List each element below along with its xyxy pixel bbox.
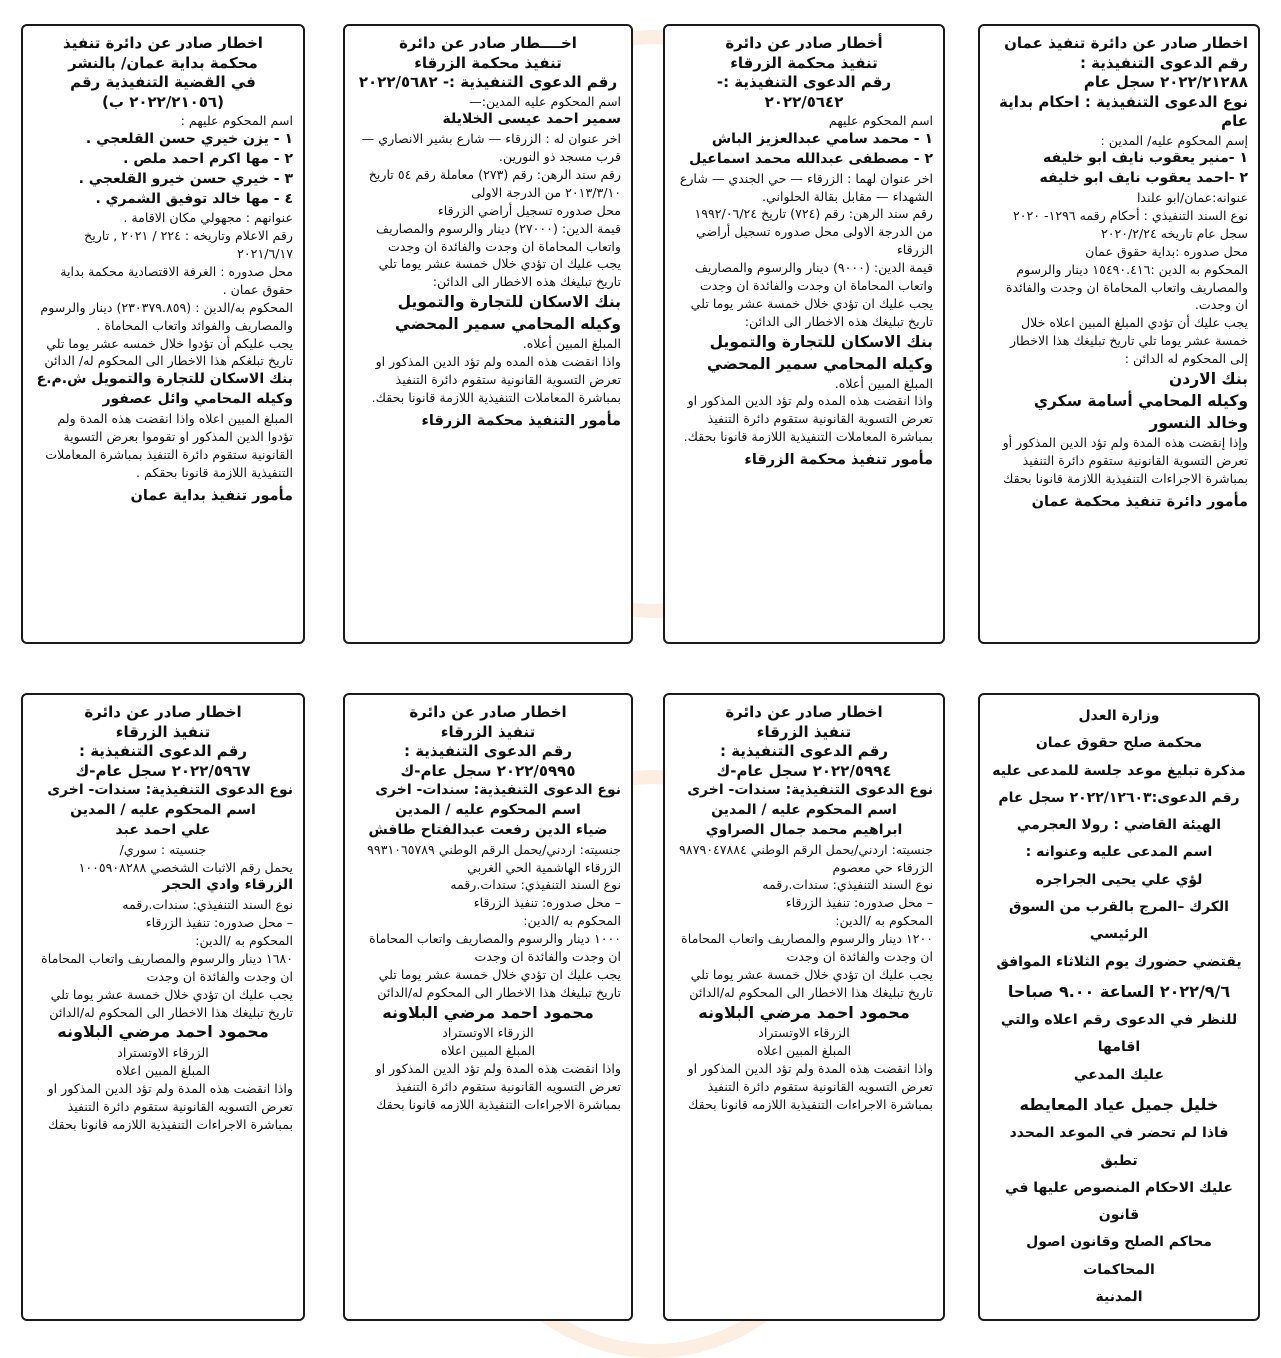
notice-line: اخــــطار صادر عن دائرة: [399, 34, 577, 52]
notice-zarqa-5995: [343, 693, 633, 1321]
notice-line: جنسيته : سوري/: [119, 841, 207, 857]
notice-line: ٤ - مها خالد توفيق الشمري .: [95, 190, 293, 207]
notice-line: نوع السند التنفيذي : أحكام رقمه ١٢٩٦- ٢٠٢٠ سجل عام تاريخه ٢٠٢٠/٢/٢٤: [1012, 208, 1248, 241]
notice-line: بنك الاسكان للتجارة والتمويل: [397, 293, 621, 312]
notice-line: المبلغ المبين أعلاه.: [834, 375, 933, 391]
notice-line: المبلغ المبين اعلاه: [756, 1043, 852, 1059]
notice-line: المبلغ المبين اعلاه: [115, 1062, 211, 1078]
notice-line: بنك الاسكان للتجارة والتمويل ش.م.ع: [36, 371, 293, 388]
notice-line: محل صدوره تسجيل أراضي الزرقاء: [437, 202, 621, 218]
notice-line: ٢٠٢٢/٢١٢٨٨ سجل عام: [1083, 73, 1248, 91]
notice-line: رقم الدعوى التنفيذية :- ٢٠٢٢/٥٦٨٢: [358, 73, 618, 91]
notice-line: يجب عليك ان تؤدي خلال خمسة عشر يوما تلي تاريخ تبليغك هذا الاخطار الى المحكوم له/الدائن: [49, 986, 293, 1020]
notice-line: اخطار صادر عن دائرة: [84, 703, 242, 721]
notice-line: رقم الدعوى التنفيذية :: [1079, 53, 1248, 72]
notice-line: قيمة الدين: (٩٠٠٠) دينار والرسوم والمصاريف واتعاب المحاماة ان وجدت والفائدة ان وجدت: [694, 260, 933, 293]
notice-line: رقم سند الرهن: رقم (٢٧٣) معاملة رقم ٥٤ تاريخ ٢٠١٣/٣/١٠ من الدرجة الاولى: [368, 167, 621, 200]
notice-line: رقم الدعوى التنفيذية :: [719, 742, 889, 760]
notice-line: ٢٠٢٢/٥٩٩٥ سجل عام-ك: [400, 761, 576, 780]
notice-line: ضياء الدين رفعت عبدالفتاح طافش: [368, 821, 608, 838]
notice-line: عليك الاحكام المنصوص عليها في قانون: [1005, 1179, 1233, 1224]
notice-line: يحمل رقم الاثبات الشخصي ١٠٠٥٩٠٨٢٨٨: [78, 859, 293, 875]
notice-line: عنوانه:عمان/ابو علندا: [1136, 190, 1248, 206]
notice-line: لؤي علي يحيى الجراجره: [1035, 871, 1203, 888]
notice-line: نوع السند التنفيذي: سندات.رقمه: [762, 877, 933, 893]
notice-line: الزرقاء وادي الحجر: [162, 877, 293, 894]
notice-line: ٣ - خيري حسن خيرو القلعجي .: [78, 170, 293, 187]
notice-line: اسم المحكوم عليهم: [828, 113, 933, 128]
notice-line: ٢٠٢٢/٥٩٦٧ سجل عام-ك: [75, 761, 251, 780]
notice-line: فاذا لم تحضر في الموعد المحدد تطبق: [1009, 1125, 1229, 1169]
notice-line: الزرقاء الاوتستراد: [758, 1025, 850, 1041]
notice-line: ٢ -احمد يعقوب نايف ابو خليفه: [1039, 170, 1248, 187]
notice-line: وزارة العدل: [1078, 708, 1160, 724]
notice-line: اسم المحكوم عليه / المدين: [711, 801, 897, 818]
notice-line: اسم المحكوم عليه / المدين: [70, 801, 256, 818]
notice-line: رقم الاعلام وتاريخه : ٢٢٤ / ٢٠٢١ , تاريخ ٢٠٢١/٦/١٧: [84, 228, 293, 262]
notice-zarqa-5994: [663, 693, 945, 1321]
notice-line: عليك المدعي: [1073, 1066, 1165, 1083]
notice-line: اخطار صادر عن دائرة تنفيذ: [63, 34, 263, 52]
notice-line: تنفيذ الزرقاء: [756, 722, 852, 741]
notice-line: الزرقاء الاوتستراد: [117, 1045, 209, 1061]
notice-line: وكيله المحامي أسامة سكري وخالد النسور: [1033, 391, 1248, 432]
notice-line: اسم المدعى عليه وعنوانه :: [1025, 844, 1213, 861]
notice-line: رقم سند الرهن: رقم (٧٢٤) تاريخ ١٩٩٢/٠٦/٢٤ من الدرجة الاولى محل صدوره تسجيل أراضي الزرقاء: [694, 206, 933, 258]
notice-line: محاكم الصلح وقانون اصول المحاكمات: [1026, 1234, 1212, 1278]
notice-line: ٢٠٢٢/٥٦٤٢: [764, 92, 844, 111]
notice-line: المحكوم به /الدين:: [523, 913, 621, 929]
notice-line: يقتضي حضورك يوم الثلاثاء الموافق: [996, 953, 1242, 970]
notice-line: في القضية التنفيذية رقم: [70, 73, 256, 91]
notice-line: وكيله المحامي سمير المحضي: [395, 315, 621, 334]
notice-line: محكمة بداية عمان/ بالنشر: [68, 53, 258, 72]
notice-line: محمود احمد مرضي البلاونه: [382, 1002, 594, 1022]
notice-line: الكرك –المرج بالقرب من السوق الرئيسي: [1009, 899, 1229, 943]
notice-line: إسم المحكوم عليه/ المدين :: [1100, 132, 1248, 148]
notice-line: سمير احمد عيسى الخلايلة: [442, 111, 621, 128]
notice-line: ٢ - مصطفى عبدالله محمد اسماعيل: [689, 150, 933, 167]
notice-line: المحكوم به /الدين:: [195, 933, 293, 948]
notice-line: اسم المحكوم عليهم :: [180, 113, 293, 128]
notice-line: – محل صدوره: تنفيذ الزرقاء: [145, 915, 293, 931]
notice-line: رقم الدعوى التنفيذية :: [403, 742, 573, 760]
notice-line: المدنية: [1095, 1289, 1143, 1306]
notice-line: جنسيته: اردني/يحمل الرقم الوطني ٩٨٧٩٠٤٧٨٨٤: [679, 841, 933, 857]
notice-line: ٢٠٢٢/٩/٦ الساعة ٩.٠٠ صباحا: [1007, 981, 1231, 1001]
notice-line: محل صدوره : الغرفة الاقتصادية محكمة بداية حقوق عمان .: [60, 264, 293, 297]
notice-amman-first-instance: [21, 24, 305, 644]
notice-line: اخطار صادر عن دائرة: [409, 703, 567, 721]
notice-line: وإذا إنقضت هذه المدة ولم تؤد الدين المذكور أو تعرض التسوية القانونية ستقوم دائرة التنفيذ بمباشرة الاجراءات التنفيذية اللازمة قانونا بحقك: [1002, 434, 1248, 486]
notice-line: الهيئة القاضي : رولا العجرمي: [1016, 817, 1222, 834]
notice-line: واذا انقضت هذه المدة ولم تؤد الدين المذكور او تعرض التسويه القانونية ستقوم دائرة التنفيذ بمباشرة الاجراءات التنفيذية اللازمه قانونا بحقك: [47, 1080, 293, 1132]
notice-line: واذا انقضت هذه المدة ولم تؤد الدين المذكور او تعرض التسويه القانونية ستقوم دائرة التنفيذ بمباشرة الاجراءات التنفيذية اللازمه قانونا بحقك: [687, 1060, 933, 1112]
notice-line: مأمور تنفيذ محكمة الزرقاء: [744, 452, 933, 468]
notice-line: اخطار صادر عن دائرة تنفيذ عمان: [1004, 34, 1248, 52]
notice-line: المحكوم به الدين :١٥٤٩٠.٤١٦ دينار والرسوم والمصاريف واتعاب المحاماة ان وجدت والفائدة ان وجدت.: [1005, 261, 1248, 313]
notice-line: محكمة صلح حقوق عمان: [1035, 735, 1203, 752]
notice-line: اسم المحكوم عليه / المدين: [395, 801, 581, 818]
notice-ministry-of-justice: [978, 693, 1260, 1321]
notice-line: الزرقاء الهاشمية الحي الغربي: [467, 859, 621, 875]
notice-line: مأمور تنفيذ بداية عمان: [130, 487, 293, 504]
notice-line: اخر عنوان له : الزرقاء — شارع بشير الانصاري — قرب مسجد ذو النورين.: [361, 131, 621, 165]
notice-line: تنفيذ الزرقاء: [115, 722, 211, 741]
notice-line: المبلغ المبين اعلاه واذا انقضت هذه المدة ولم تؤدوا الدين المذكور او تقوموا بعرض التسوية القانونية ستقوم دائرة التنفيذ بمباشرة المعاملات التنفيذية اللازمة قانونا بحقكم .: [45, 411, 293, 480]
notice-line: نوع الدعوى التنفيذية: سندات- اخرى: [687, 782, 933, 798]
notice-line: خليل جميل عياد المعايطه: [1019, 1095, 1219, 1115]
notice-line: نوع الدعوى التنفيذية: سندات- اخرى: [375, 782, 621, 798]
notice-line: علي احمد عبد: [115, 821, 211, 838]
notice-amman-execution: [978, 24, 1260, 644]
notice-line: – محل صدوره: تنفيذ الزرقاء: [473, 895, 621, 911]
notice-line: نوع السند التنفيذي: سندات.رقمه: [450, 877, 621, 893]
notice-line: الزرقاء حي معصوم: [832, 859, 933, 875]
notice-line: تنفيذ محكمة الزرقاء: [414, 53, 562, 72]
notice-line: المبلغ المبين اعلاه: [440, 1043, 536, 1059]
notice-line: ٢٠٢٢/٥٩٩٤ سجل عام-ك: [716, 761, 892, 780]
notice-line: واذا انقضت هذه المدة ولم تؤد الدين المذكور او تعرض التسويه القانونية ستقوم دائرة التنفيذ بمباشرة الاجراءات التنفيذية اللازمه قانونا بحقك: [375, 1060, 621, 1112]
notice-line: قيمة الدين: (٢٧٠٠٠) دينار والرسوم والمصاريف واتعاب المحاماة ان وجدت والفائدة ان وجدت: [376, 220, 621, 254]
notice-line: – محل صدوره: تنفيذ الزرقاء: [785, 895, 933, 911]
notice-line: محمود احمد مرضي البلاونه: [57, 1022, 269, 1042]
notice-line: ١ - محمد سامي عبدالعزيز الباش: [711, 130, 933, 147]
notice-line: المحكوم به/الدين : (٢٣٠٣٧٩.٨٥٩) دينار والرسوم والمصاريف والفوائد واتعاب المحاماة .: [40, 299, 293, 333]
notice-zarqa-5967: [21, 693, 305, 1321]
notice-zarqa-5642: [663, 24, 945, 644]
notice-line: نوع الدعوى التنفيذية: سندات- اخرى: [47, 782, 293, 798]
notice-line: ١ -منير يعقوب نايف ابو خليفه: [1043, 150, 1248, 167]
notice-line: يجب عليك أن تؤدي المبلغ المبين اعلاه خلال خمسة عشر يوما تلي تاريخ تبليغك هذا الاخطار إلى المحكوم له الدائن :: [1009, 315, 1248, 366]
notice-line: اخر عنوان لهما : الزرقاء — حي الجندي — شارع الشهداء — مقابل بقالة الحلواني.: [679, 170, 933, 204]
notice-line: عنوانهم : مجهولي مكان الاقامة .: [123, 210, 293, 226]
notice-line: يجب عليك ان تؤدي خلال خمسة عشر يوما تلي تاريخ تبليغك هذا الاخطار الى المحكوم له/الدائن: [689, 966, 933, 1000]
notice-line: واذا انقضت هذه المده ولم تؤد الدين المذكور او تعرض التسوية القانونية ستقوم دائرة التنفيذ بمباشرة المعاملات التنفيذية اللازمة قانونا بحقك.: [683, 393, 933, 445]
notice-line: ١٦٨٠ دينار والرسوم والمصاريف واتعاب المحاماة ان وجدت والفائدة ان وجدت: [41, 950, 293, 984]
notice-line: ابراهيم محمد جمال الصراوي: [705, 821, 903, 838]
notice-line: المحكوم به /الدين:: [835, 913, 933, 929]
notice-line: اسم المحكوم عليه المدين:—: [469, 93, 621, 109]
notice-line: بنك الاسكان للتجارة والتمويل: [709, 332, 933, 351]
notice-line: تنفيذ الزرقاء: [440, 722, 536, 741]
notice-line: المبلغ المبين أعلاه.: [522, 336, 621, 352]
notice-line: وكيله المحامي وائل عصفور: [102, 391, 293, 408]
notice-line: مأمور دائرة تنفيذ محكمة عمان: [1031, 493, 1248, 510]
notice-line: جنسيته: اردني/يحمل الرقم الوطني ٩٩٣١٠٦٥٧٨٩: [367, 841, 621, 857]
notice-line: اخطار صادر عن دائرة: [725, 703, 883, 721]
notice-line: ١٠٠٠ دينار والرسوم والمصاريف واتعاب المحاماة ان وجدت والفائدة ان وجدت: [369, 931, 621, 964]
notice-line: ١ - يزن خيري حسن القلعجي .: [85, 130, 293, 147]
notice-line: وكيله المحامي سمير المحضي: [707, 354, 933, 373]
notice-line: مأمور التنفيذ محكمة الزرقاء: [421, 412, 621, 429]
notice-line: محمود احمد مرضي البلاونه: [698, 1002, 910, 1022]
notice-line: تنفيذ محكمة الزرقاء: [730, 53, 878, 72]
notice-line: رقم الدعوى:٢٠٢٢/١٢٦٠٣ سجل عام: [998, 789, 1240, 806]
notice-line: يجب عليك ان تؤدي خلال خمسة عشر يوما تلي تاريخ تبليغك هذه الاخطار الى الدائن:: [690, 295, 933, 329]
notice-line: يجب عليكم أن تؤدوا خلال خمسه عشر يوما تلي تاريخ تبلغكم هذا الاخطار الى المحكوم له/ الدائن: [44, 335, 293, 369]
notice-line: رقم الدعوى التنفيذية :: [78, 742, 248, 760]
notice-line: (٢٠٢٢/٢١٠٥٦ ب): [102, 92, 224, 111]
notice-line: نوع الدعوى التنفيذية : احكام بداية عام: [998, 92, 1248, 130]
notice-line: بنك الاردن: [1169, 369, 1248, 388]
notice-line: ١٢٠٠ دينار والرسوم والمصاريف واتعاب المحاماة ان وجدت والفائدة ان وجدت: [681, 931, 933, 964]
notice-line: يجب عليك ان تؤدي خلال خمسة عشر يوما تلي تاريخ تبليغك هذا الاخطار الى المحكوم له/الدائن: [377, 966, 621, 1000]
notice-line: ٢ - مها اكرم احمد ملص .: [123, 150, 293, 167]
notice-zarqa-5682: [343, 24, 633, 644]
notice-line: للنظر في الدعوى رقم اعلاه والتي اقامها: [1000, 1012, 1238, 1056]
notice-line: يجب عليك ان تؤدي خلال خمسة عشر يوما تلي تاريخ تبليغك هذه الاخطار الى الدائن:: [378, 256, 621, 290]
notice-line: نوع السند التنفيذي: سندات.رقمه: [122, 897, 293, 913]
notice-line: محل صدوره :بداية حقوق عمان: [1085, 243, 1248, 259]
notice-line: مذكرة تبليغ موعد جلسة للمدعى عليه: [992, 762, 1246, 779]
notice-line: رقم الدعوى التنفيذية :-: [716, 73, 892, 91]
notice-line: واذا انقضت هذه المده ولم تؤد الدين المذكور او تعرض التسوية القانونية ستقوم دائرة التنفيذ بمباشرة المعاملات التنفيذية اللازمة قانونا بحقك.: [371, 354, 621, 405]
notice-line: الزرقاء الاوتستراد: [442, 1025, 534, 1041]
notice-line: أخطار صادر عن دائرة: [725, 34, 883, 52]
